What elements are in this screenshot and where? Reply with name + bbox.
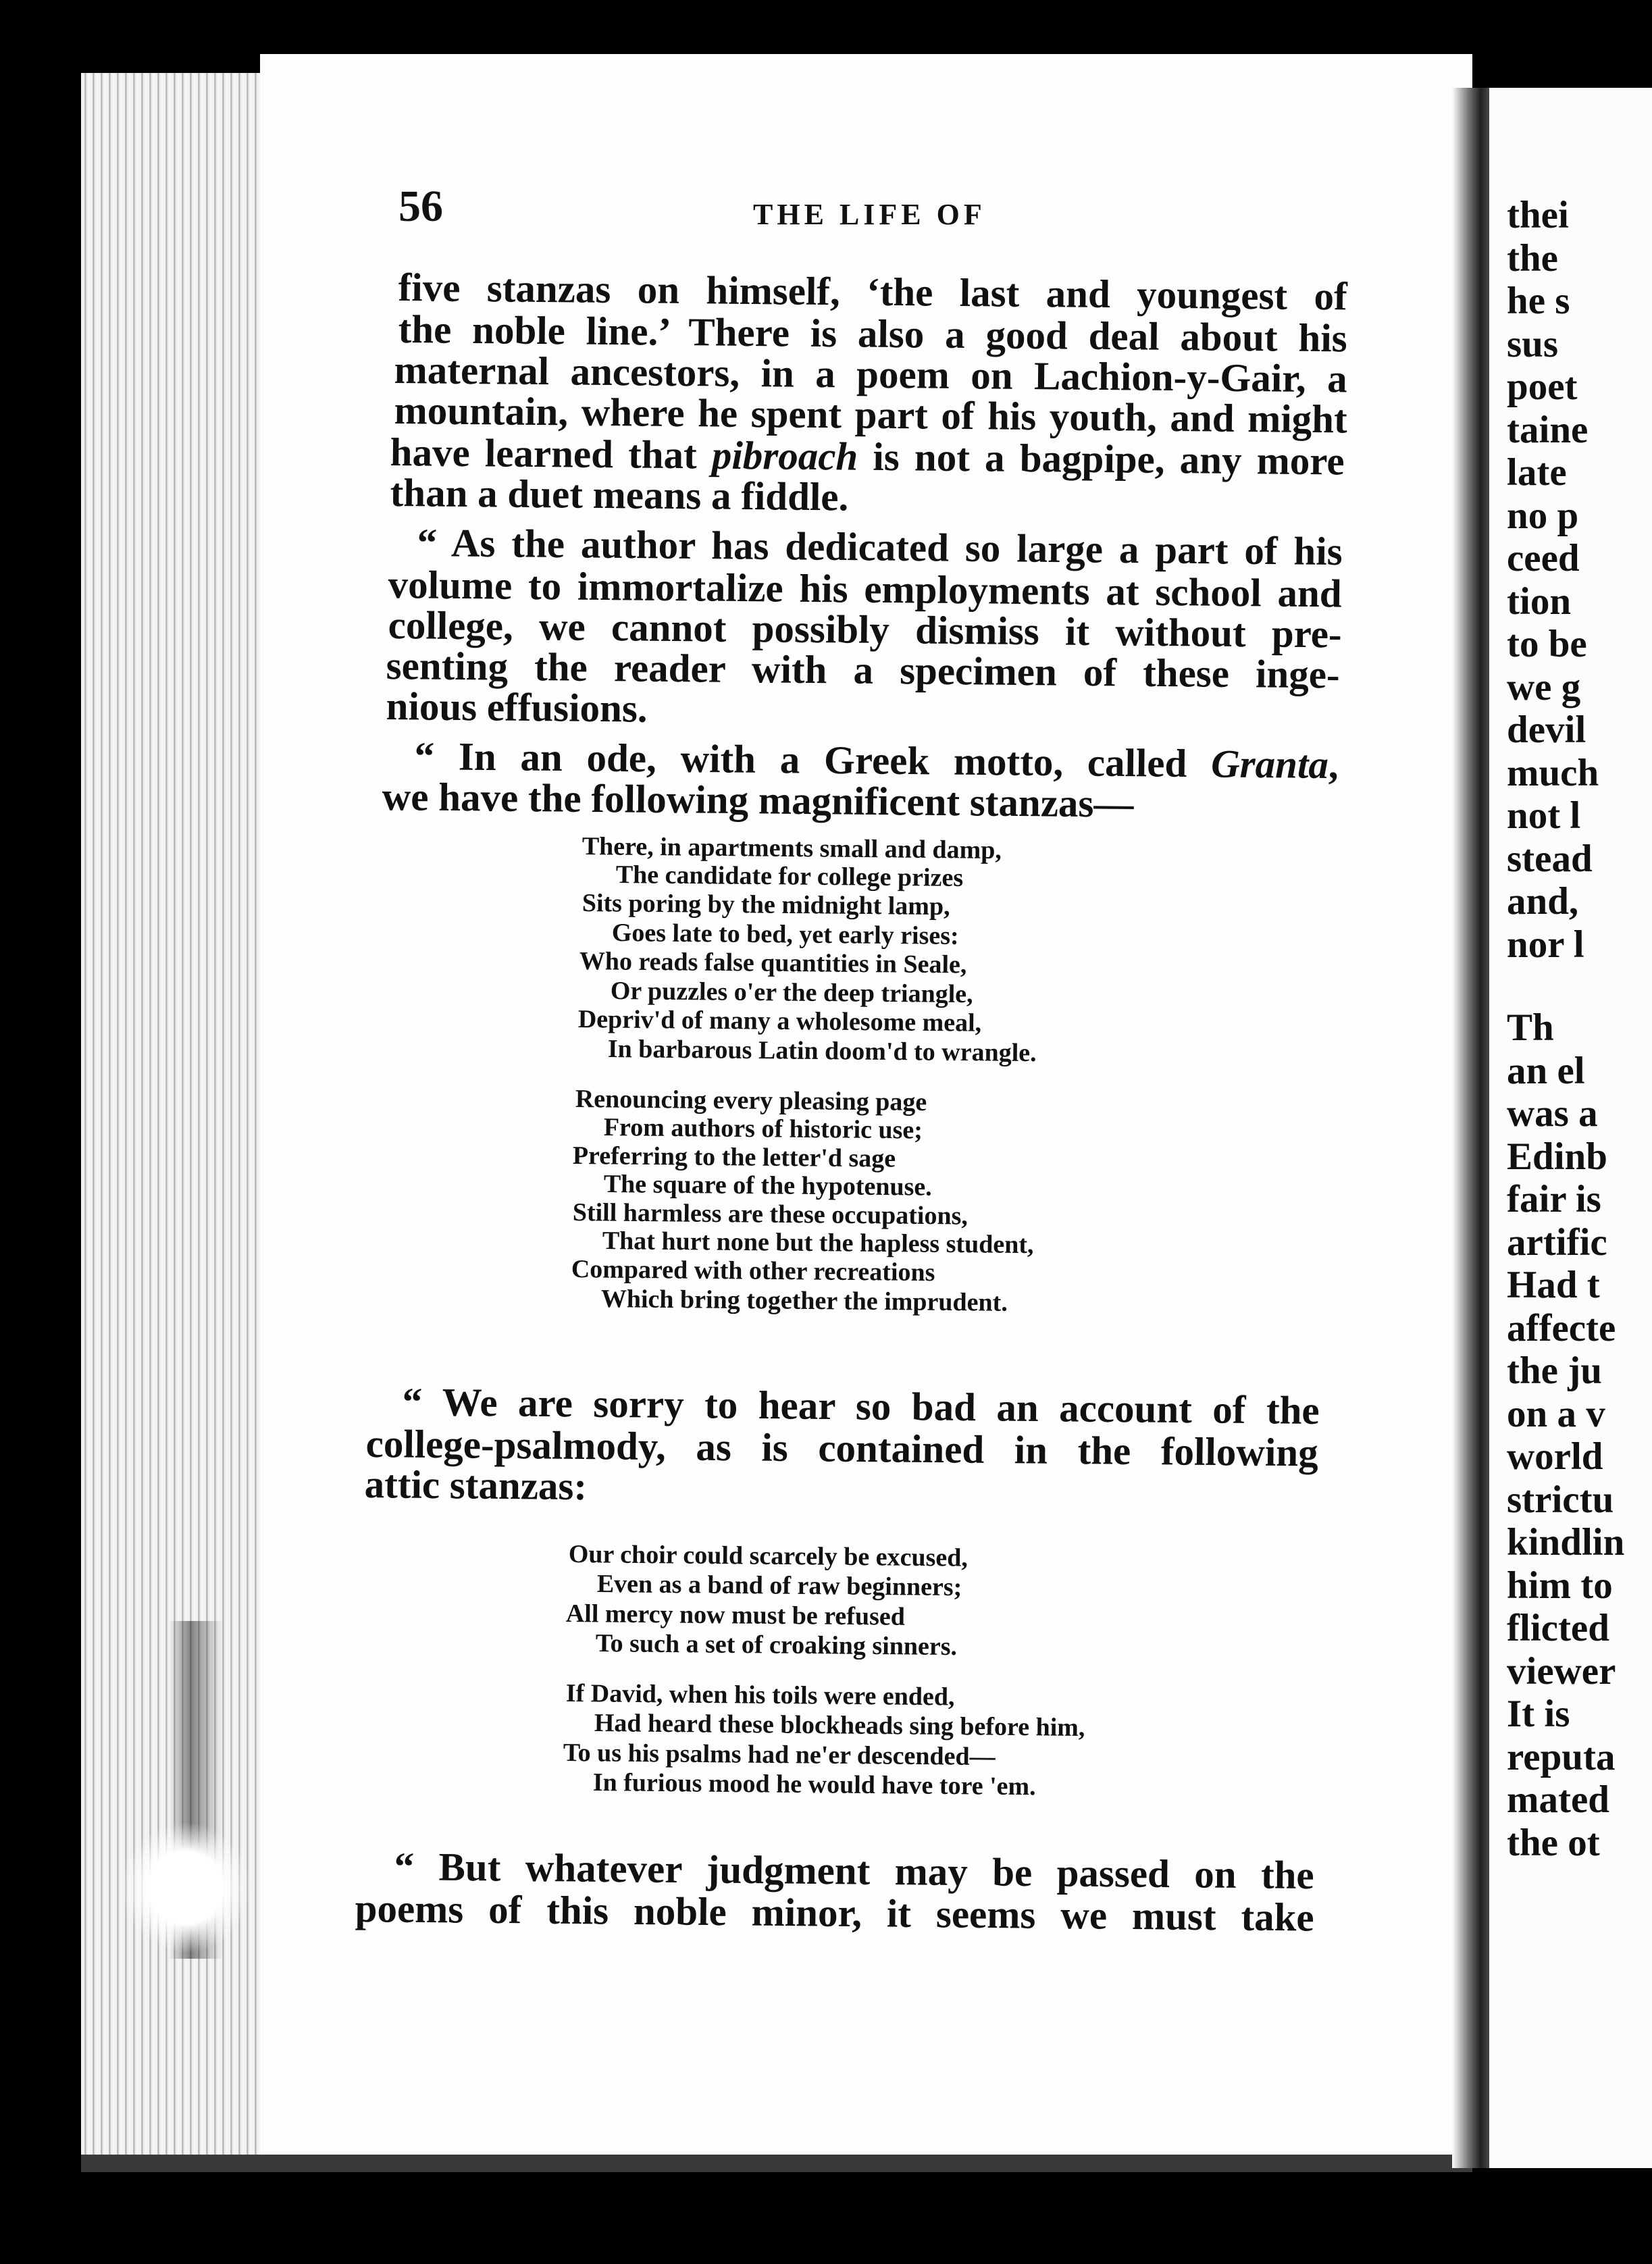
verse-line: The square of the hypotenuse. xyxy=(603,1170,932,1202)
page-number: 56 xyxy=(398,182,443,231)
right-page-line-fragment: It is xyxy=(1507,1693,1570,1735)
verse-line: The candidate for college prizes xyxy=(615,860,964,892)
prose-line: college, we cannot possibly dismiss it without pre- xyxy=(388,602,1342,657)
verse-line: Still harmless are these occupations, xyxy=(572,1198,969,1231)
verse-line: That hurt none but the hapless student, xyxy=(602,1227,1034,1260)
prose-line: senting the reader with a specimen of these inge- xyxy=(386,643,1340,697)
prose-line: “ We are sorry to hear so bad an account of the xyxy=(402,1379,1320,1433)
prose-line: poems of this noble minor, it seems we must take xyxy=(355,1886,1314,1940)
prose-line: maternal ancestors, in a poem on Lachion-y-Gair, a xyxy=(394,347,1347,401)
right-page-line-fragment: viewer xyxy=(1507,1649,1616,1693)
right-page-line-fragment: stead xyxy=(1507,837,1593,880)
prose-line: the noble line.’ There is also a good deal about his xyxy=(398,307,1347,361)
verse-line: Renouncing every pleasing page xyxy=(575,1085,927,1116)
verse-line: Depriv'd of many a wholesome meal, xyxy=(577,1005,982,1037)
right-page-line-fragment: Edinb xyxy=(1507,1135,1607,1178)
right-page-line-fragment: flicted xyxy=(1507,1607,1609,1649)
right-page xyxy=(1489,88,1652,2168)
right-page-line-fragment: kindlin xyxy=(1507,1521,1625,1564)
right-page-line-fragment: taine xyxy=(1507,408,1589,451)
right-page-line-fragment: tion xyxy=(1507,580,1572,623)
right-page-line-fragment: no p xyxy=(1507,494,1579,537)
right-page-line-fragment: ceed xyxy=(1507,537,1580,580)
right-page-line-fragment: world xyxy=(1507,1435,1603,1478)
right-page-line-fragment: strictu xyxy=(1507,1478,1614,1521)
running-head: THE LIFE OF xyxy=(753,198,986,231)
verse-line: Even as a band of raw beginners; xyxy=(596,1570,962,1602)
verse-line: From authors of historic use; xyxy=(603,1113,923,1145)
prose-line: attic stanzas: xyxy=(364,1462,588,1509)
right-page-line-fragment: we g xyxy=(1507,665,1581,709)
verse-line: To such a set of croaking sinners. xyxy=(595,1629,958,1662)
verse-line: Sits poring by the midnight lamp, xyxy=(582,889,950,921)
right-page-line-fragment: Had t xyxy=(1507,1264,1600,1306)
verse-line: Our choir could scarcely be excused, xyxy=(568,1540,969,1572)
right-page-line-fragment: was a xyxy=(1507,1092,1598,1135)
prose-line: five stanzas on himself, ‘the last and youngest of xyxy=(398,265,1347,319)
right-page-line-fragment: him to xyxy=(1507,1564,1613,1607)
verse-line: Goes late to bed, yet early rises: xyxy=(611,919,959,950)
prose-line: than a duet means a fiddle. xyxy=(390,470,849,519)
right-page-line-fragment: mated xyxy=(1507,1778,1609,1821)
right-page-line-fragment: he s xyxy=(1507,280,1570,322)
right-page-line-fragment: much xyxy=(1507,751,1599,794)
right-page-line-fragment: the ju xyxy=(1507,1349,1602,1392)
verse-line: There, in apartments small and damp, xyxy=(582,832,1002,865)
italic-word: Granta xyxy=(1210,741,1329,787)
right-page-line-fragment: affecte xyxy=(1507,1306,1616,1349)
right-page-line-fragment: not l xyxy=(1507,794,1581,837)
right-page-line-fragment: late xyxy=(1507,451,1567,494)
right-page-line-fragment: Th xyxy=(1507,1006,1554,1049)
right-page-line-fragment: fair is xyxy=(1507,1178,1601,1220)
right-page-line-fragment: nor l xyxy=(1507,923,1584,966)
verse-line: Preferring to the letter'd sage xyxy=(572,1141,896,1173)
prose-line: “ In an ode, with a Greek motto, called Granta, xyxy=(414,734,1339,788)
right-page-line-fragment: thei xyxy=(1507,194,1569,236)
right-page-line-fragment: the xyxy=(1507,236,1558,280)
prose-line: volume to immortalize his employments at school and xyxy=(388,562,1342,616)
book-gutter xyxy=(1452,88,1493,2168)
prose-line: “ But whatever judgment may be passed on the xyxy=(394,1844,1314,1898)
verse-line: If David, when his toils were ended, xyxy=(565,1679,955,1712)
prose-line: mountain, where he spent part of his youth, and might xyxy=(394,388,1347,442)
prose-line: college-psalmody, as is contained in the following xyxy=(365,1421,1318,1475)
right-page-line-fragment: an el xyxy=(1507,1049,1585,1092)
right-page-line-fragment: on a v xyxy=(1507,1392,1605,1435)
right-page-line-fragment: poet xyxy=(1507,365,1578,408)
verse-line: In barbarous Latin doom'd to wrangle. xyxy=(607,1035,1037,1068)
prose-line: we have the following magnificent stanzas— xyxy=(382,774,1134,826)
right-page-line-fragment: and, xyxy=(1507,880,1579,923)
right-page-line-fragment: the ot xyxy=(1507,1821,1600,1864)
verse-line: All mercy now must be refused xyxy=(565,1599,906,1631)
right-page-line-fragment: artific xyxy=(1507,1220,1607,1264)
verse-line: Compared with other recreations xyxy=(571,1255,935,1287)
verse-line: In furious mood he would have tore 'em. xyxy=(592,1768,1036,1801)
prose-line: nious effusions. xyxy=(386,684,648,731)
right-page-line-fragment: sus xyxy=(1507,322,1559,365)
prose-line: “ As the author has dedicated so large a part of his xyxy=(417,520,1343,574)
verse-line: To us his psalms had ne'er descended— xyxy=(563,1739,996,1772)
verse-line: Or puzzles o'er the deep triangle, xyxy=(610,977,973,1009)
right-page-line-fragment: reputa xyxy=(1507,1735,1616,1778)
verse-line: Had heard these blockheads sing before him, xyxy=(594,1709,1085,1742)
verse-line: Which bring together the imprudent. xyxy=(600,1285,1008,1317)
prose-line-text: have learned that pibroach is not a bagpipe, any more xyxy=(390,430,1345,484)
right-page-line-fragment: devil xyxy=(1507,709,1586,751)
verse-line: Who reads false quantities in Seale, xyxy=(579,947,967,979)
right-page-line-fragment: to be xyxy=(1507,623,1587,665)
book-bottom-edge xyxy=(81,2155,1472,2172)
italic-word: pibroach xyxy=(711,432,858,479)
